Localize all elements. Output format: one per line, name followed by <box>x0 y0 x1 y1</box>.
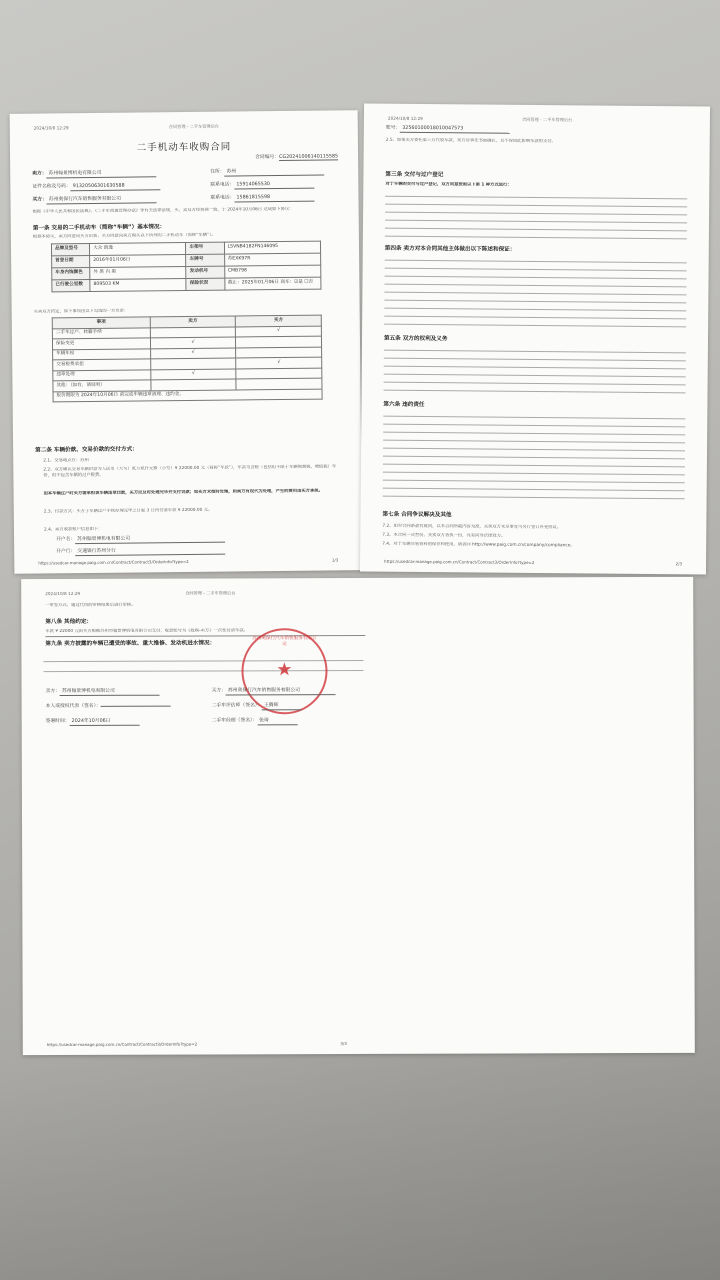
section-1-note: 根据本协议，卖方同意向买方出售、买方同意向卖方购买以下所列的二手机动车（简称“车辆”）。 <box>32 232 216 240</box>
duty-cell-item: 二手车过户、转籍手续 <box>52 327 150 339</box>
clause-2-2: 2.2、双方确认交易车辆价款为人民币（大写）贰万贰仟元整（小写）¥ 22000.00 元（简称“车款”），车款为含税（包括但不限于车辆购置税、增值税）车价，但不包含车辆的过户税费。 <box>43 464 337 479</box>
section-2-heading: 第二条 车辆价款、交易价款的交付方式： <box>35 446 138 454</box>
duty-cell-buyer: √ <box>236 326 322 337</box>
seller-field: 卖方： 苏州翰景博机电有限公司 <box>32 170 156 179</box>
section-5-heading: 第五条 双方的权利及义务 <box>383 335 448 343</box>
duty-cell-item: 交易税费承担 <box>53 359 151 371</box>
section-3-lead: 对于车辆的交付与过户登记，双方同意按照以下第 1 种方式进行： <box>385 181 512 188</box>
desk-shadow <box>0 1060 720 1280</box>
clause-2-5: 2.5、如果买方委托第三方代收车款，卖方应事先书面确认，且不得因此影响车款的支付。 <box>385 137 556 145</box>
clause-2-3: 2.3、付款方式：买方于车辆过户手续办理完毕之日起 3 日内付清车款 ¥ 22000.00 元。 <box>43 507 213 515</box>
buyer-phone-field: 联系电话： 15861815598 <box>210 195 314 204</box>
clause-2-bold: 如本车辆过户时买方需承担该车辆违章罚款，买方应及时处理完毕并支付罚款；如买方未按时处理，则卖方有权代为处理，产生的费用由买方承担。 <box>43 488 323 497</box>
header-title: 合同管理 - 二手车管理后台 <box>185 590 236 596</box>
duty-cell-item: 车辆年检 <box>53 348 151 360</box>
section-8-text: 车款 ¥ 22000 元由买方根据苏州市翰景博机电有限公司支付，收款账号为《收购-卖方》一次性付清车款。 <box>45 628 365 637</box>
manager-signature-field: 二手车经理（签名）： 张琦 <box>212 718 298 726</box>
page-footer: https://usedcar-manage.paig.com.cn/Contract/Contract3/OrderInfo?type=2 2/3 <box>384 558 683 566</box>
account-field: 账号： 32560100018010047573 <box>386 126 510 135</box>
city-field: 住所： 苏州 <box>210 169 324 178</box>
contract-page-2 <box>360 103 710 574</box>
duty-cell-item: 保险变更 <box>52 338 150 350</box>
company-seal: 苏州奥保行汽车销售服务有限公司 ★ <box>241 628 327 714</box>
contract-title: 二手机动车收购合同 <box>136 141 232 154</box>
section-1-heading: 第一条 交易的二手机动车（简称“车辆”）基本情况： <box>32 224 166 232</box>
contact-phone-field: 联系电话： 15914065530 <box>210 182 314 191</box>
clause-7-2: 7.2、如对合同条款有疑问，以本合同所载内容为准，买卖双方未尽事宜可另行签订补充协议。 <box>382 523 562 531</box>
duty-intro: 买卖双方约定，如下事项由以下勾选的一方负责： <box>33 308 129 315</box>
duty-cell-buyer: √ <box>236 357 322 368</box>
section-9-heading: 第九条 卖方披露的车辆已遭受的事故、重大维修、发动机进水情况： <box>45 640 216 648</box>
section-8-heading: 第八条 其他约定： <box>45 618 93 626</box>
section-3-heading: 第三条 交付与过户登记 <box>385 171 444 179</box>
section-7-heading: 第七条 合同争议解决及其他 <box>382 511 452 519</box>
duty-row <box>53 389 322 402</box>
duty-cell-seller: √ <box>151 368 237 379</box>
page-footer: https://usedcar-manage.paig.com.cn/Contract/Contract3/OrderInfo?type=2 1/3 <box>38 557 339 566</box>
clause-2-1: 2.1、交易地点在：苏州 <box>43 458 89 464</box>
clause-2-4: 2.4、卖方收款账户信息如下： <box>43 526 103 533</box>
vehicle-info-table: 品牌及型号 大众 朗逸 车架号 LSVNB4182FN146095 首登日期 2016年01月06日 车牌号 苏EXK97R 车身内饰颜色 外 黑 内 黑 发动机号 CMB798 已行驶公里数 809503 KM 保险状况 截止：2025年01月06日 商车：☑是 ☐否 <box>51 241 321 293</box>
duty-cell-item: 报价期限为 2024年10月06日 前完成车辆违章清理、违约金。 <box>53 389 322 402</box>
seller-signature-field: 卖方： 苏州翰景博机电有限公司 <box>46 689 160 697</box>
seal-star-icon: ★ <box>276 659 293 681</box>
header-date: 2024/10/8 12:29 <box>33 125 69 131</box>
buyer-signature-field: 买方： 苏州奥保行汽车销售服务有限公司 <box>212 688 336 696</box>
page-header <box>388 116 686 124</box>
preamble: 根据《中华人民共和国民法典》、《二手车流通管理办法》等有关法律法规，买、卖双方经协商一致，于 2024年10月06日 达成如下协议： <box>32 206 294 215</box>
header-date: 2024/10/8 12:29 <box>387 115 423 122</box>
contract-page-3 <box>21 577 695 1055</box>
buyer-field: 买方： 苏州奥保行汽车销售服务有限公司 <box>32 196 156 205</box>
page-header <box>34 122 334 131</box>
evaluator-signature-field: 二手车评估师（签名）： 王腾辉 <box>212 703 302 711</box>
clause-7-3: 7.3、本合同一式叁份，买卖双方各执一份，具有同等法律效力。 <box>382 532 506 539</box>
section-6-heading: 第六条 违约责任 <box>383 401 425 409</box>
duty-table <box>52 315 323 403</box>
contract-page-1 <box>10 110 363 574</box>
page-footer: https://usedcar-manage.paig.com.cn/Contract/Contract3/OrderInfo?type=2 3/3 <box>46 1040 347 1047</box>
bank-field: 开户行： 交通银行苏州分行 <box>56 548 225 557</box>
sign-date-field: 签署时间： 2024年10月06日 <box>46 719 140 727</box>
agent-signature-field: 本人或授权代表（签名）： <box>46 704 171 711</box>
section-4-heading: 第四条 卖方对本合同其他主体做出以下陈述和保证： <box>384 245 516 253</box>
duty-cell-seller: √ <box>150 347 236 358</box>
account-name-field: 开户名： 苏州翰景博机电有限公司 <box>56 536 225 545</box>
duty-header-row: 事项 卖方 买方 <box>52 315 321 328</box>
contract-number: 合同编号：CG20241006140115585 <box>255 154 339 161</box>
page-header <box>45 590 305 597</box>
clause-7-4: 7.4、对于车辆交易资料的保存和使用，请访问 http://www.paig.com.cn/company/compliance。 <box>382 541 575 549</box>
credit-code-field: 证件名称及号码： 91320506301630588 <box>32 183 160 192</box>
duty-cell-item: 其他：（如有，请说明） <box>53 380 151 392</box>
duty-cell-seller: √ <box>150 337 236 348</box>
header-title: 合同管理 - 二手车管理后台 <box>521 116 573 123</box>
header-title: 合同管理 - 二手车管理后台 <box>168 123 220 130</box>
page3-intro: 一审签方式，通过代用的审核结果后进行审核。 <box>45 602 136 609</box>
duty-cell-item: 违章处理 <box>53 369 151 381</box>
header-date: 2024/10/8 12:29 <box>45 590 81 597</box>
